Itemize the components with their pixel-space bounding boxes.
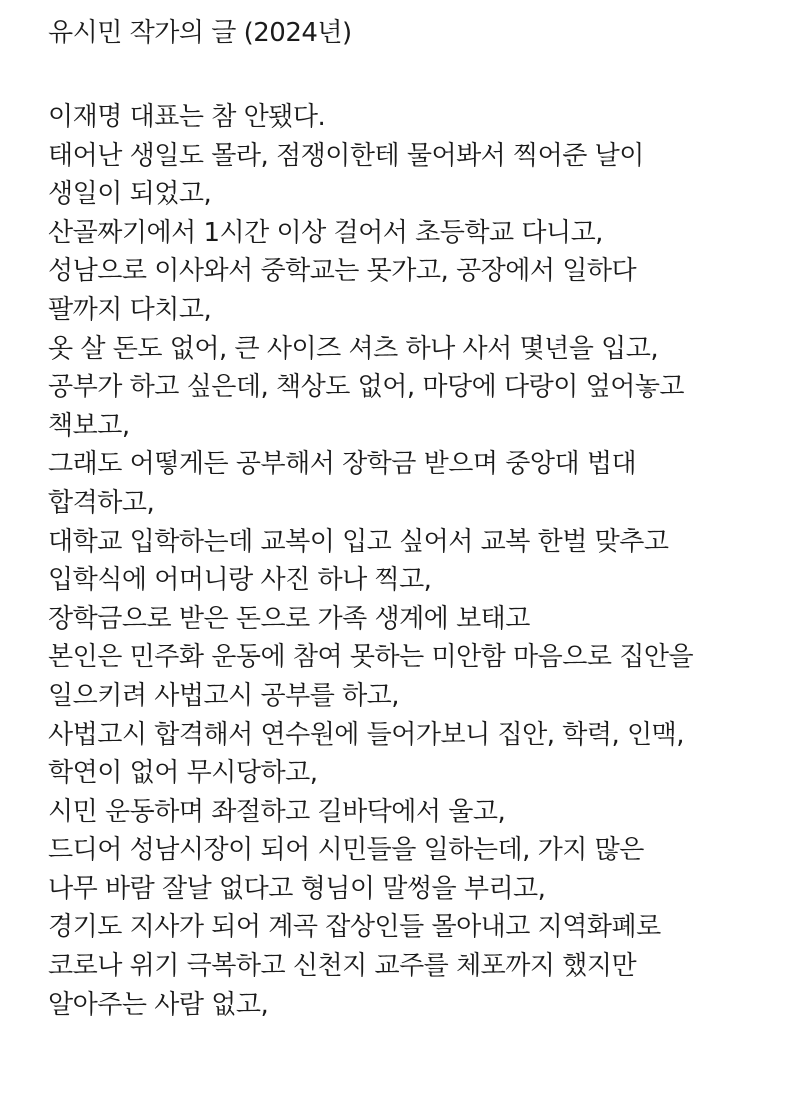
text-line: 입학식에 어머니랑 사진 하나 찍고, [48, 565, 432, 596]
document-title: 유시민 작가의 글 (2024년) [48, 18, 352, 48]
text-line: 옷 살 돈도 없어, 큰 사이즈 셔츠 하나 사서 몇년을 입고, [48, 333, 659, 364]
document [48, 14, 788, 1024]
text-line: 대학교 입학하는데 교복이 입고 싶어서 교복 한벌 맞추고 [48, 526, 669, 557]
text-line: 장학금으로 받은 돈으로 가족 생계에 보태고 [48, 603, 530, 634]
text-line: 책보고, [48, 410, 130, 441]
text-line: 공부가 하고 싶은데, 책상도 없어, 마당에 다랑이 엎어놓고 [48, 372, 685, 403]
text-line: 시민 운동하며 좌절하고 길바닥에서 울고, [48, 796, 506, 827]
text-line: 일으키려 사법고시 공부를 하고, [48, 680, 400, 711]
document-body [48, 98, 788, 1024]
text-line: 알아주는 사람 없고, [48, 989, 269, 1020]
text-line: 이재명 대표는 참 안됐다. [48, 102, 326, 132]
text-line: 산골짜기에서 1시간 이상 걸어서 초등학교 다니고, [48, 217, 603, 248]
text-line: 성남으로 이사와서 중학교는 못가고, 공장에서 일하다 [48, 256, 637, 287]
text-line: 경기도 지사가 되어 계곡 잡상인들 몰아내고 지역화폐로 [48, 912, 661, 943]
text-line: 학연이 없어 무시당하고, [48, 758, 318, 789]
text-line: 태어난 생일도 몰라, 점쟁이한테 물어봐서 찍어준 날이 [48, 140, 644, 171]
text-line: 그래도 어떻게든 공부해서 장학금 받으며 중앙대 법대 [48, 449, 637, 480]
text-line: 코로나 위기 극복하고 신천지 교주를 체포까지 했지만 [48, 951, 637, 982]
text-line: 본인은 민주화 운동에 참여 못하는 미안함 마음으로 집안을 [48, 642, 694, 673]
text-line: 합격하고, [48, 487, 155, 518]
text-line: 팔까지 다치고, [48, 294, 212, 325]
text-line: 사법고시 합격해서 연수원에 들어가보니 집안, 학력, 인맥, [48, 719, 685, 750]
text-line: 생일이 되었고, [48, 179, 212, 210]
text-line: 드디어 성남시장이 되어 시민들을 일하는데, 가지 많은 [48, 835, 644, 866]
text-line: 나무 바람 잘날 없다고 형님이 말썽을 부리고, [48, 873, 546, 904]
